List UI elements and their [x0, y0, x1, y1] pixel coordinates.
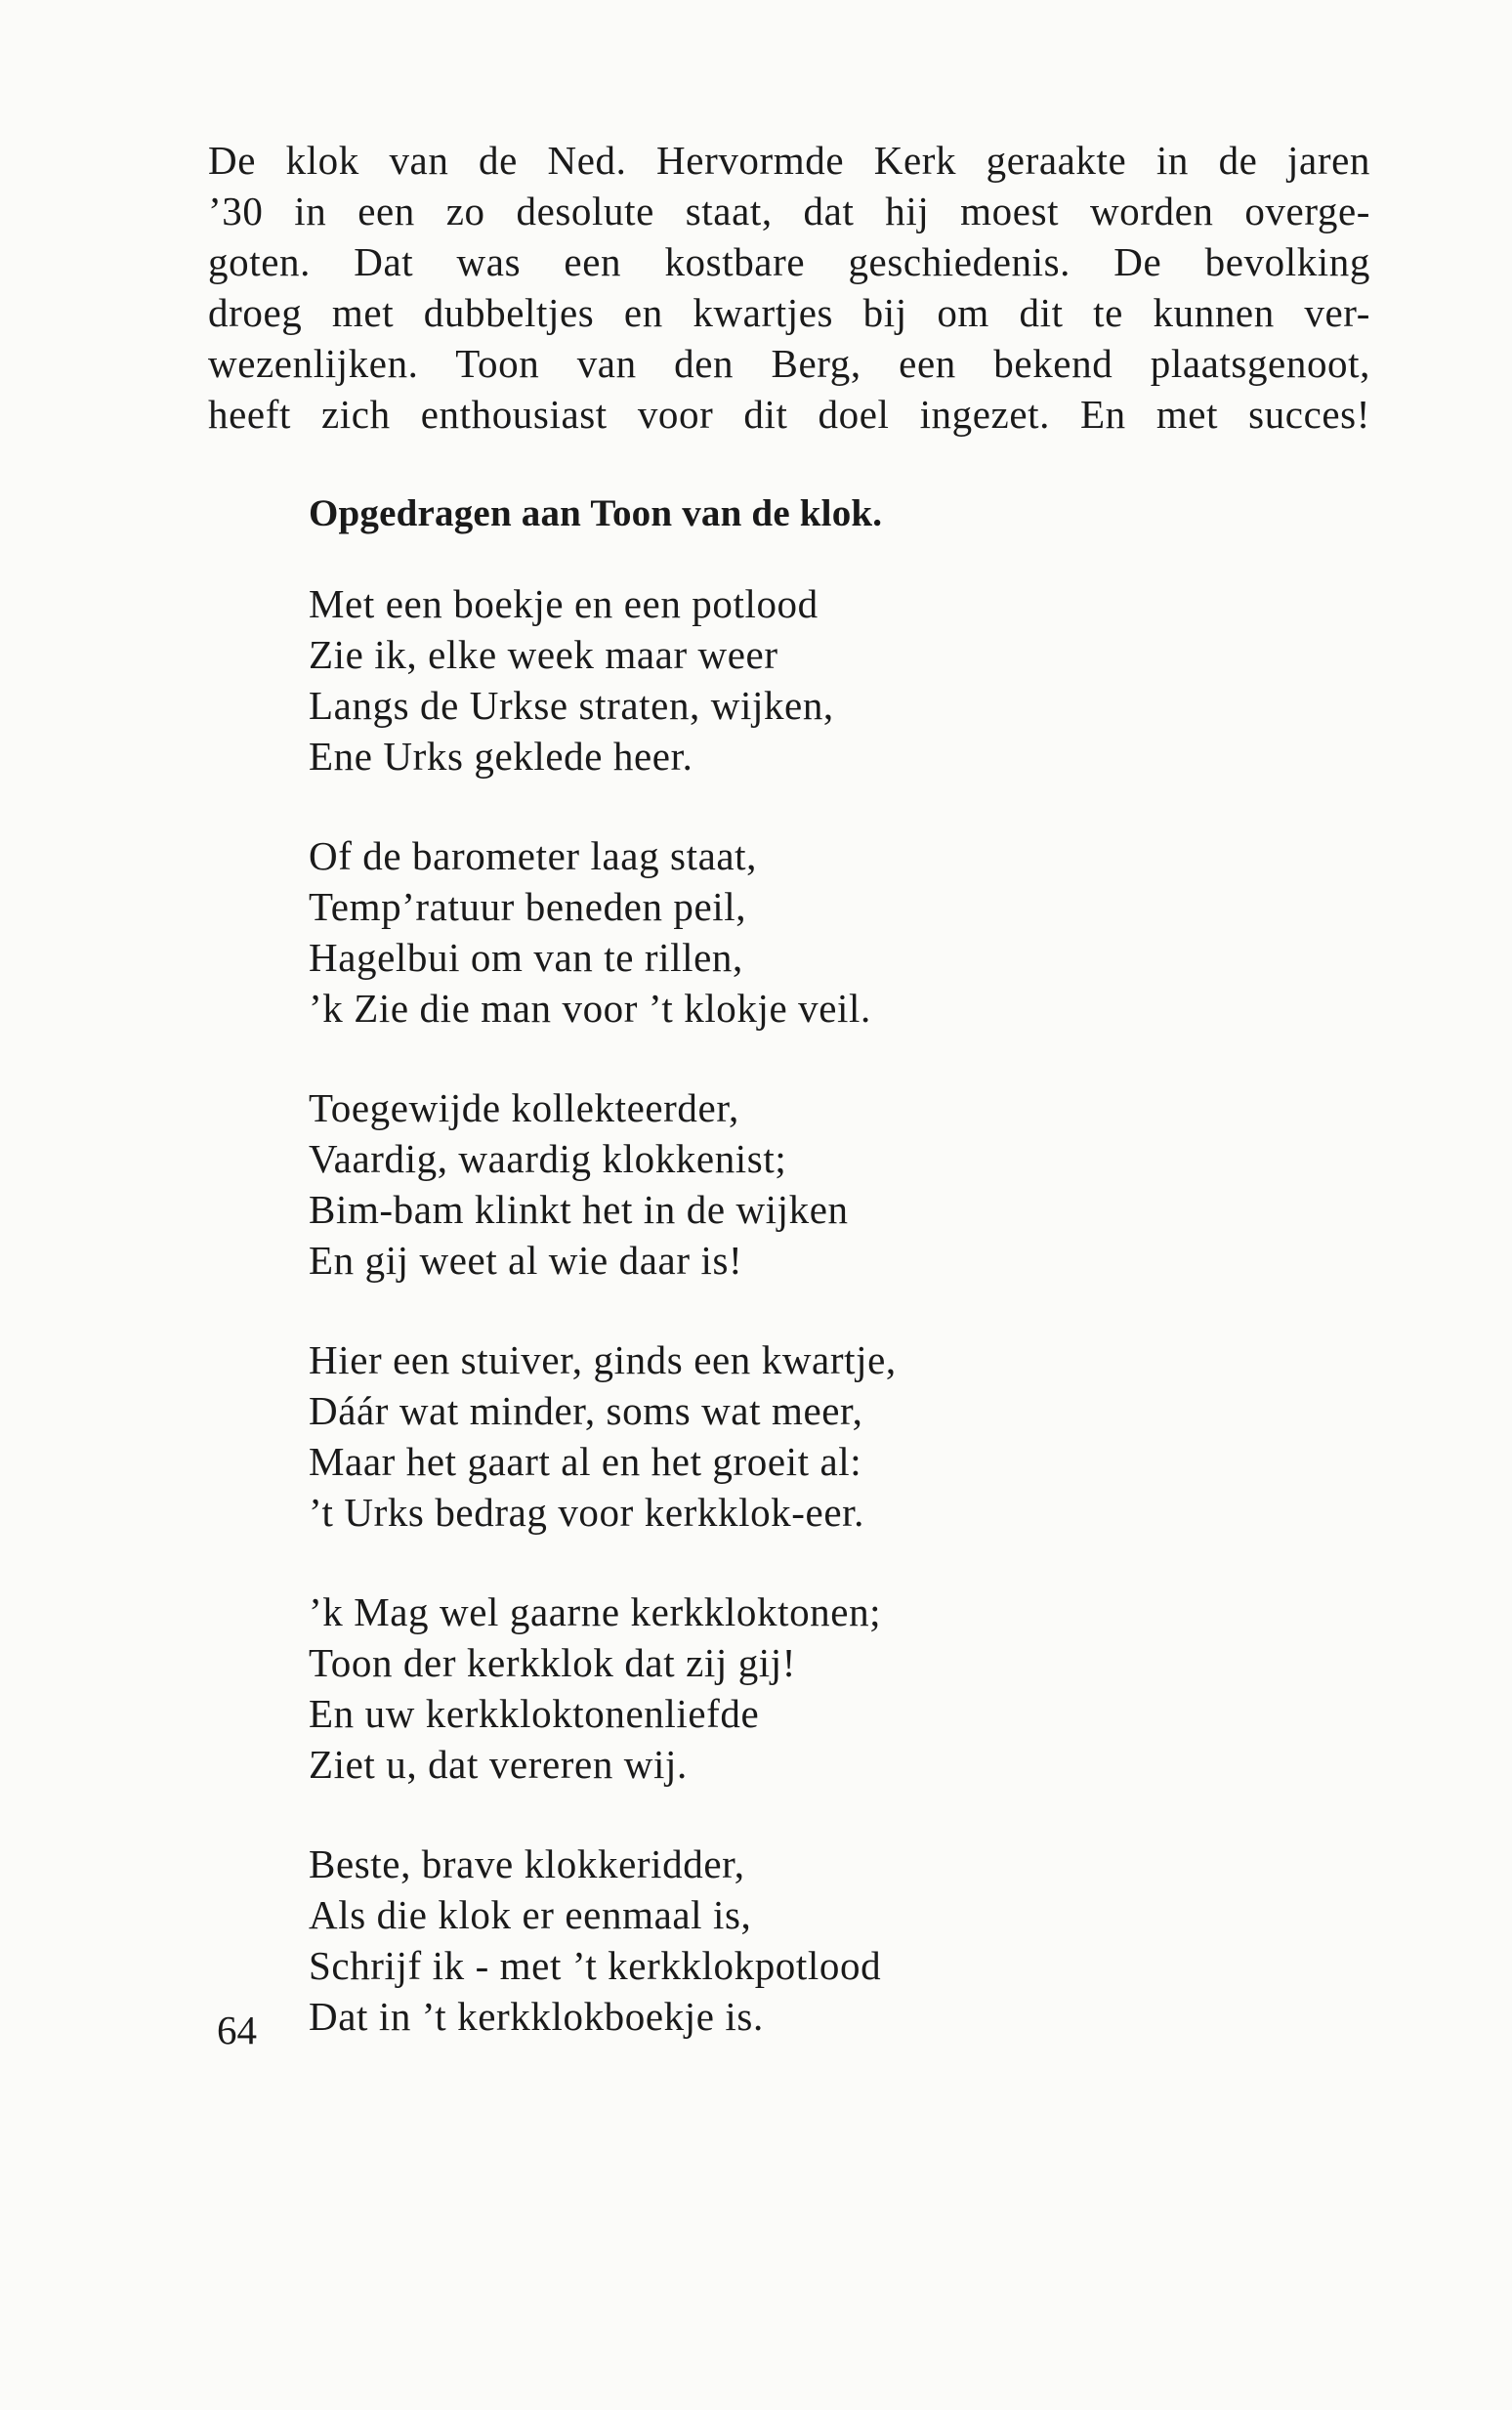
poem-verse: Zie ik, elke week maar weer	[309, 632, 778, 677]
poem-verse: Of de barometer laag staat,	[309, 833, 758, 878]
intro-line: ’30 in een zo desolute staat, dat hij moest worden overge-	[208, 189, 1370, 233]
poem-verse: ’k Zie die man voor ’t klokje veil.	[309, 986, 871, 1031]
intro-paragraph	[208, 135, 1370, 440]
poem-stanza	[309, 830, 1285, 1034]
poem-verse: ’k Mag wel gaarne kerkkloktonen;	[309, 1589, 882, 1634]
poem-verse: Met een boekje en een potlood	[309, 581, 819, 626]
intro-line: goten. Dat was een kostbare geschiedenis. De bevolking	[208, 239, 1370, 284]
intro-line: De klok van de Ned. Hervormde Kerk geraakte in de jaren	[208, 138, 1370, 183]
intro-line: wezenlijken. Toon van den Berg, een bekend plaatsgenoot,	[208, 341, 1370, 386]
intro-line: heeft zich enthousiast voor dit doel ingezet. En met succes!	[208, 392, 1370, 437]
poem-verse: Ene Urks geklede heer.	[309, 734, 693, 779]
poem-verse: Toon der kerkklok dat zij gij!	[309, 1640, 797, 1685]
poem-verse: Beste, brave klokkeridder,	[309, 1841, 745, 1886]
poem-verse: En uw kerkkloktonenliefde	[309, 1691, 760, 1736]
poem-stanza	[309, 1334, 1285, 1538]
poem-stanza	[309, 578, 1285, 782]
poem-verse: Vaardig, waardig klokkenist;	[309, 1136, 787, 1181]
poem-verse: Bim-bam klinkt het in de wijken	[309, 1187, 849, 1232]
poem-stanza	[309, 1586, 1285, 1790]
poem-stanza	[309, 1082, 1285, 1286]
poem	[309, 488, 1285, 2091]
poem-verse: ’t Urks bedrag voor kerkklok-eer.	[309, 1490, 864, 1535]
poem-verse: Temp’ratuur beneden peil,	[309, 884, 747, 929]
poem-stanza	[309, 1839, 1285, 2042]
poem-verse: Hier een stuiver, ginds een kwartje,	[309, 1337, 897, 1382]
poem-verse: Dat in ’t kerkklokboekje is.	[309, 1994, 764, 2039]
poem-verse: Toegewijde kollekteerder,	[309, 1085, 739, 1130]
page-number: 64	[217, 2008, 257, 2052]
poem-verse: Maar het gaart al en het groeit al:	[309, 1439, 862, 1484]
poem-verse: Dáár wat minder, soms wat meer,	[309, 1388, 863, 1433]
poem-verse: Als die klok er eenmaal is,	[309, 1892, 752, 1937]
poem-verse: Hagelbui om van te rillen,	[309, 935, 743, 980]
intro-line: droeg met dubbeltjes en kwartjes bij om dit te kunnen ver-	[208, 290, 1370, 335]
poem-verse: Schrijf ik - met ’t kerkklokpotlood	[309, 1943, 882, 1988]
poem-verse: Langs de Urkse straten, wijken,	[309, 683, 834, 728]
poem-verse: Ziet u, dat vereren wij.	[309, 1742, 688, 1787]
poem-title: Opgedragen aan Toon van de klok.	[309, 492, 883, 534]
poem-verse: En gij weet al wie daar is!	[309, 1238, 743, 1283]
